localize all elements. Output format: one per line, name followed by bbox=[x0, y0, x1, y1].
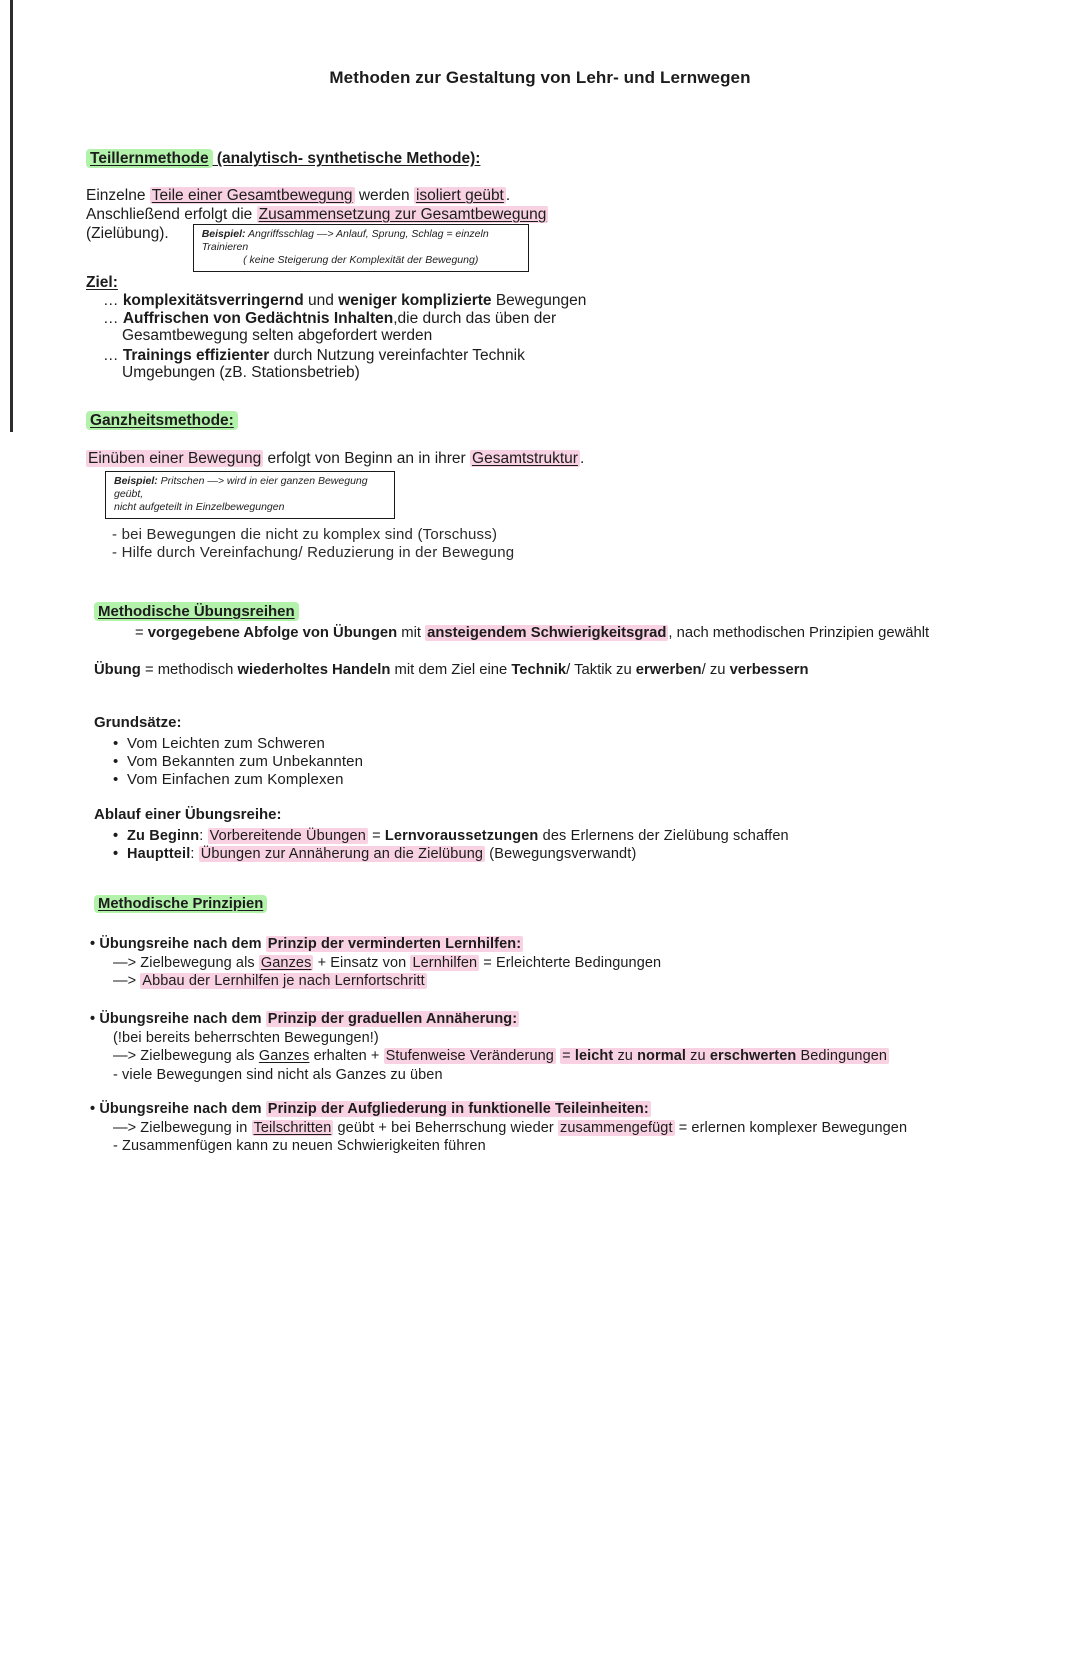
bold-run: normal bbox=[637, 1048, 687, 1064]
green-highlight: Teillernmethode bbox=[86, 149, 213, 168]
uebung-definition bbox=[94, 662, 809, 678]
text-run: Vom Einfachen zum Komplexen bbox=[127, 771, 344, 788]
text-run: —> Zielbewegung als bbox=[113, 1048, 259, 1064]
beispiel-label: Beispiel: bbox=[201, 228, 246, 240]
prinzip-title bbox=[90, 1100, 907, 1119]
underlined-run: Ganzes bbox=[258, 1048, 310, 1064]
document-title: Methoden zur Gestaltung von Lehr- und Lernwegen bbox=[329, 68, 751, 88]
paragraph-line bbox=[86, 449, 584, 468]
goal-item-continuation: Gesamtbewegung selten abgefordert werden bbox=[122, 327, 433, 344]
text-run: ,die durch das üben der bbox=[393, 309, 557, 327]
dash-line: - viele Bewegungen sind nicht als Ganzes zu üben bbox=[113, 1066, 443, 1083]
heading-teillernmethode bbox=[86, 150, 480, 168]
text-run: Vom Leichten zum Schweren bbox=[127, 735, 326, 752]
text-run: Bewegungen bbox=[491, 292, 587, 309]
text-run: … bbox=[103, 292, 123, 309]
bold-run: Übungsreihe nach dem bbox=[99, 1101, 266, 1117]
ziel-label: Ziel: bbox=[86, 274, 118, 291]
bold-run: Übungsreihe nach dem bbox=[99, 1011, 266, 1027]
paragraph-line bbox=[86, 224, 548, 272]
grundsaetze-label: Grundsätze: bbox=[94, 714, 182, 731]
list-item bbox=[94, 771, 363, 789]
bullet-marker: • bbox=[113, 828, 119, 844]
green-highlight: Ganzheitsmethode: bbox=[86, 411, 238, 430]
text-run: mit dem Ziel eine bbox=[390, 662, 512, 678]
text-run: / Taktik zu bbox=[566, 662, 636, 678]
bold-run: Hauptteil bbox=[127, 846, 191, 862]
note-line: - bei Bewegungen die nicht zu komplex sind (Torschuss) bbox=[112, 526, 498, 543]
prinzip-aufgliederung-teileinheiten bbox=[90, 1100, 907, 1156]
section-teillernmethode-heading bbox=[86, 150, 480, 168]
text-run: werden bbox=[354, 187, 414, 204]
text-run: Einzelne bbox=[86, 187, 150, 204]
list-item bbox=[94, 753, 363, 771]
pink-highlight: Einüben einer Bewegung bbox=[88, 450, 262, 467]
bold-run: Übung bbox=[94, 662, 141, 678]
prinzip-verminderte-lernhilfen bbox=[90, 935, 661, 991]
bold-run: Lernvoraussetzungen bbox=[384, 828, 539, 844]
bullet-marker: • bbox=[113, 753, 119, 770]
ganzheitsmethode-paragraph bbox=[86, 449, 584, 468]
note-line: (!bei bereits beherrschten Bewegungen!) bbox=[113, 1029, 379, 1046]
section-uebungsreihen-heading bbox=[94, 603, 299, 620]
text-run: = bbox=[562, 1048, 575, 1064]
bullet-marker: • bbox=[113, 735, 119, 752]
text-run: + Einsatz von bbox=[313, 954, 411, 971]
uebungsreihen-definition bbox=[135, 625, 929, 641]
bullet-marker: • bbox=[113, 846, 119, 862]
text-run: geübt + bei Beherrschung wieder bbox=[333, 1119, 558, 1136]
pink-highlight: Lernhilfen bbox=[412, 954, 478, 971]
bold-run: Trainings effizienter bbox=[122, 346, 270, 364]
pink-highlight: isoliert geübt bbox=[415, 187, 504, 204]
green-highlight: Methodische Prinzipien bbox=[94, 895, 267, 913]
pink-highlight: Prinzip der verminderten Lernhilfen: bbox=[267, 936, 522, 952]
text-run: = Erleichterte Bedingungen bbox=[479, 954, 662, 971]
text-run: (Zielübung). bbox=[86, 225, 169, 242]
heading-uebungsreihen bbox=[94, 603, 299, 620]
pink-highlight: Teile einer Gesamtbewegung bbox=[151, 187, 353, 204]
text-run: , nach methodischen Prinzipien gewählt bbox=[668, 625, 930, 641]
text-run: Anschließend erfolgt die bbox=[86, 206, 257, 223]
text-run: . bbox=[505, 187, 511, 204]
ablauf-label: Ablauf einer Übungsreihe: bbox=[94, 806, 282, 823]
bold-run: verbessern bbox=[729, 662, 809, 678]
goal-item-continuation: Umgebungen (zB. Stationsbetrieb) bbox=[122, 364, 360, 381]
prinzip-title bbox=[90, 1010, 889, 1029]
list-item bbox=[94, 735, 363, 753]
goal-item bbox=[86, 310, 586, 328]
text-run: … bbox=[103, 346, 123, 364]
pink-highlight: Abbau der Lernhilfen je nach Lernfortschritt bbox=[142, 973, 425, 989]
text-run: . bbox=[579, 450, 585, 467]
arrow-line bbox=[90, 1047, 889, 1066]
text-run: = bbox=[367, 828, 385, 844]
list-item bbox=[94, 827, 789, 845]
bold-run: vorgegebene Abfolge von Übungen bbox=[147, 625, 398, 641]
teillernmethode-paragraph bbox=[86, 186, 548, 272]
beispiel-line: nicht aufgeteilt in Einzelbewegungen bbox=[114, 501, 285, 513]
text-run: = bbox=[135, 625, 148, 641]
goal-item bbox=[86, 292, 586, 310]
pink-highlight: Vorbereitende Übungen bbox=[209, 828, 366, 844]
text-run: —> bbox=[113, 973, 141, 989]
beispiel-line: ( keine Steigerung der Komplexität der Bewegung) bbox=[243, 254, 479, 266]
bullet-marker: • bbox=[90, 936, 96, 952]
pink-highlight: ansteigendem Schwierigkeitsgrad bbox=[427, 625, 667, 641]
green-highlight: Methodische Übungsreihen bbox=[94, 602, 299, 621]
goal-item bbox=[86, 347, 586, 365]
bullet-marker: • bbox=[90, 1011, 96, 1027]
prinzip-graduelle-annaeherung bbox=[90, 1010, 889, 1084]
arrow-line bbox=[90, 954, 661, 973]
text-run: durch Nutzung vereinfachter Technik bbox=[269, 346, 525, 364]
section-prinzipien-heading bbox=[94, 896, 267, 912]
bold-run: Übungsreihe nach dem bbox=[99, 936, 266, 952]
text-run: Vom Bekannten zum Unbekannten bbox=[127, 753, 364, 770]
pink-highlight: Gesamtstruktur bbox=[472, 450, 578, 467]
pink-highlight: Ganzes bbox=[260, 954, 312, 971]
bold-run: erschwerten bbox=[709, 1048, 797, 1064]
bullet-marker: • bbox=[113, 771, 119, 788]
scan-edge-artifact bbox=[10, 0, 13, 432]
note-line: - Hilfe durch Vereinfachung/ Reduzierung in der Bewegung bbox=[112, 543, 515, 561]
pink-highlight: Stufenweise Veränderung bbox=[385, 1048, 554, 1064]
bold-run: Technik bbox=[511, 662, 567, 678]
beispiel-line bbox=[114, 475, 386, 501]
heading-ganzheitsmethode bbox=[86, 412, 238, 430]
paragraph-line bbox=[86, 186, 548, 205]
text-run: zu bbox=[613, 1048, 638, 1064]
text-run: / zu bbox=[701, 662, 730, 678]
text-run: —> Zielbewegung als bbox=[113, 954, 259, 971]
bold-run: wiederholtes Handeln bbox=[237, 662, 391, 678]
text-run: Bedingungen bbox=[796, 1048, 888, 1064]
pink-highlight: Prinzip der graduellen Annäherung: bbox=[267, 1011, 518, 1027]
pink-highlight: Teilschritten bbox=[253, 1119, 332, 1136]
bold-run: erwerben bbox=[635, 662, 702, 678]
text-run: —> Zielbewegung in bbox=[113, 1119, 252, 1136]
pink-highlight: Übungen zur Annäherung an die Zielübung bbox=[200, 846, 484, 862]
text-run: Angriffsschlag —> Anlauf, Sprung, Schlag = einzeln Trainieren bbox=[201, 228, 489, 253]
bold-run: Zu Beginn bbox=[127, 828, 200, 844]
beispiel-box-teillernmethode bbox=[193, 224, 529, 272]
ganzheitsmethode-notes bbox=[112, 526, 514, 561]
text-run: und bbox=[303, 292, 339, 309]
bullet-marker: • bbox=[90, 1101, 96, 1117]
text-run: des Erlernens der Zielübung schaffen bbox=[538, 828, 789, 844]
text-run: : bbox=[190, 846, 199, 862]
beispiel-label: Beispiel: bbox=[114, 475, 158, 487]
bold-run: weniger komplizierte bbox=[338, 292, 492, 309]
text-run: … bbox=[103, 309, 123, 327]
text-run: mit bbox=[397, 625, 426, 641]
text-run: (Bewegungsverwandt) bbox=[485, 846, 637, 862]
ablauf-block bbox=[94, 806, 789, 863]
section-ganzheitsmethode-heading bbox=[86, 412, 238, 430]
bold-run: komplexitätsverringernd bbox=[122, 292, 304, 309]
pink-highlight: Zusammensetzung zur Gesamtbewegung bbox=[258, 206, 547, 223]
pink-highlight: Prinzip der Aufgliederung in funktionelle Teileinheiten: bbox=[267, 1101, 649, 1117]
text-run: = erlernen komplexer Bewegungen bbox=[674, 1119, 908, 1136]
pink-highlight: zusammengefügt bbox=[559, 1119, 673, 1136]
text-run: erhalten + bbox=[309, 1048, 384, 1064]
list-item bbox=[94, 845, 789, 863]
text-run: : bbox=[199, 828, 208, 844]
beispiel-line bbox=[202, 228, 520, 254]
text-run: = methodisch bbox=[140, 662, 238, 678]
text-run: erfolgt von Beginn an in ihrer bbox=[263, 450, 471, 467]
ziel-block bbox=[86, 274, 586, 382]
beispiel-box-ganzheitsmethode bbox=[105, 471, 395, 519]
paragraph-line bbox=[86, 205, 548, 224]
dash-line: - Zusammenfügen kann zu neuen Schwierigkeiten führen bbox=[113, 1138, 486, 1154]
text-run: zu bbox=[686, 1048, 710, 1064]
pink-highlight bbox=[560, 1048, 889, 1064]
bold-run: leicht bbox=[574, 1048, 614, 1064]
text-run: Pritschen —> wird in eier ganzen Bewegung geübt, bbox=[114, 475, 368, 500]
bold-run: Auffrischen von Gedächtnis Inhalten bbox=[122, 309, 394, 327]
text-run: (analytisch- synthetische Methode): bbox=[212, 150, 481, 167]
prinzip-title bbox=[90, 935, 661, 954]
heading-prinzipien bbox=[94, 896, 267, 912]
grundsaetze-block bbox=[94, 714, 363, 789]
arrow-line bbox=[90, 1119, 907, 1138]
arrow-line bbox=[90, 972, 661, 991]
